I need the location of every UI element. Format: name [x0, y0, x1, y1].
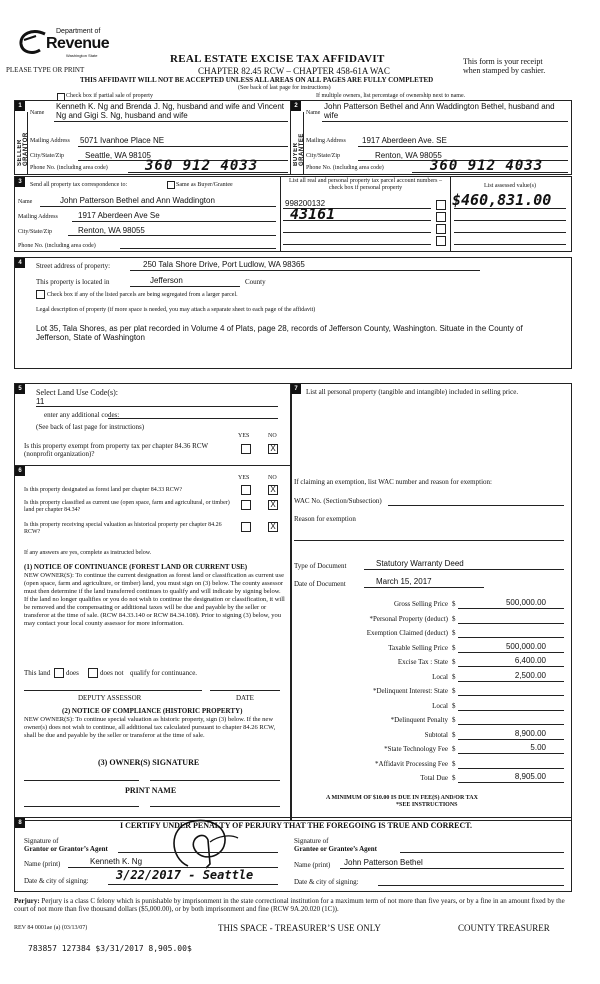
dollar-sign: $: [452, 658, 456, 666]
seller-name-label: Name: [30, 110, 45, 116]
agency-line1: Department of: [56, 28, 101, 35]
grantor-sig-label-2: Grantor or Grantor’s Agent: [24, 845, 108, 853]
section-7-badge: 7: [291, 384, 301, 394]
personal-property-label: List all personal property (tangible and intangible) included in selling price.: [306, 388, 519, 396]
land-use-see-back: (See back of last page for instructions): [36, 423, 145, 431]
grantor-signature: [160, 818, 250, 870]
tax-row-underline: [458, 739, 564, 740]
parcels-header: List all real and personal property tax parcel account numbers – check box if personal property: [289, 178, 442, 191]
section-1-badge: 1: [15, 101, 25, 111]
street-label: Street address of property:: [36, 262, 111, 270]
perjury-text: Perjury is a class C felony which is punishable by imprisonment in the state correctional institution for a maximum term of not more than five years, or by a fine in an amount fixed by the court of not more than five thousand dollars ($5,000.00), or by both imprisonment and fine (RCW 9A.20.020 (1C)).: [14, 897, 565, 913]
agency-name: Revenue: [46, 35, 110, 52]
grantee-name-label: Name (print): [294, 861, 331, 869]
corr-phone-label: Phone No. (including area code): [18, 243, 96, 249]
dollar-sign: $: [452, 600, 456, 608]
section-4-badge: 4: [15, 258, 25, 268]
dollar-sign: $: [452, 615, 456, 623]
corr-name: John Patterson Bethel and Ann Waddington: [60, 196, 215, 205]
grantor-date-label: Date & city of signing:: [24, 877, 89, 885]
tax-row-value: 8,900.00: [514, 729, 546, 738]
tax-row-value: 500,000.00: [505, 642, 546, 651]
tax-row-underline: [458, 608, 564, 609]
buyer-phone-label: Phone No. (including area code): [306, 165, 384, 171]
tax-row-underline: [458, 695, 564, 696]
historic-question: Is this property receiving special valuation as historical property per chapter 84.26 RCW?: [24, 522, 222, 535]
perjury-label: Perjury:: [14, 897, 40, 905]
does-checkbox[interactable]: [54, 668, 64, 678]
parcel-2: 43161: [290, 205, 336, 223]
tax-row-label: *Affidavit Processing Fee: [375, 760, 448, 768]
historic-no-checkbox[interactable]: X: [268, 522, 278, 532]
tax-row-label: *Personal Property (deduct): [369, 615, 448, 623]
buyer-mailing: 1917 Aberdeen Ave. SE: [362, 136, 447, 145]
see-back-note: (See back of last page for instructions): [238, 85, 331, 91]
doc-date-label: Date of Document: [294, 580, 346, 588]
county-name: Jefferson: [150, 276, 183, 285]
dollar-sign: $: [452, 687, 456, 695]
does-not-checkbox[interactable]: [88, 668, 98, 678]
tax-row-label: *Delinquent Penalty: [390, 716, 448, 724]
see-instructions-note: *SEE INSTRUCTIONS: [396, 802, 458, 808]
buyer-city: Renton, WA 98055: [375, 151, 442, 160]
historic-yes-checkbox[interactable]: [241, 522, 251, 532]
current-use-question: Is this property classified as current use (open space, farm and agricultural, or timber) land per chapter 84.34?: [24, 500, 230, 513]
deputy-assessor-label: DEPUTY ASSESSOR: [78, 694, 142, 702]
section-3-badge: 3: [15, 177, 25, 187]
seller-phone-label: Phone No. (including area code): [30, 165, 108, 171]
legal-description: Lot 35, Tala Shores, as per plat recorded in Volume 4 of Plats, page 28, records of Jefferson County, Washington. Situate in the County of Jefferson, State of Washington: [36, 324, 523, 342]
print-name-label: PRINT NAME: [125, 786, 177, 795]
corr-mailing: 1917 Aberdeen Ave Se: [78, 211, 160, 220]
grantor-name-label: Name (print): [24, 860, 61, 868]
tax-row-label: Excise Tax : State: [397, 658, 448, 666]
tax-row-underline: [458, 753, 564, 754]
certify-statement: I CERTIFY UNDER PENALTY OF PERJURY THAT THE FOREGOING IS TRUE AND CORRECT.: [120, 821, 473, 830]
compliance-text: NEW OWNER(S): To continue special valuation as historic property, sign (3) below. If the new owner(s) does not wish to continue, all additional tax calculated pursuant to chapter 84.26 RCW, shall be due and payable by the seller or transferor at the time of sale.: [24, 716, 276, 739]
tax-row-label: Taxable Selling Price: [388, 644, 448, 652]
receipt-note-2: when stamped by cashier.: [463, 66, 546, 75]
tax-row-label: Exemption Claimed (deduct): [366, 629, 448, 637]
owner-signature-label: (3) OWNER(S) SIGNATURE: [98, 758, 200, 767]
continuance-title: (1) NOTICE OF CONTINUANCE (FOREST LAND OR CURRENT USE): [24, 563, 248, 571]
warning-text: THIS AFFIDAVIT WILL NOT BE ACCEPTED UNLESS ALL AREAS ON ALL PAGES ARE FULLY COMPLETED: [80, 76, 434, 84]
grantor-sig-label: Signature of: [24, 837, 59, 845]
dollar-sign: $: [452, 774, 456, 782]
forest-question: Is this property designated as forest land per chapter 84.33 RCW?: [24, 487, 183, 493]
partial-sale-label: Check box if partial sale of property: [66, 93, 153, 99]
this-land-label: This land: [24, 669, 51, 677]
assessed-header: List assessed value(s): [484, 183, 536, 189]
tax-row-value: 6,400.00: [514, 656, 546, 665]
parcel-4-personal-checkbox[interactable]: [436, 236, 446, 246]
assessor-date-label: DATE: [236, 694, 254, 702]
tax-row-label: Total Due: [420, 774, 448, 782]
tax-row-value: 8,905.00: [514, 772, 546, 781]
grantor-name-print: Kenneth K. Ng: [90, 857, 143, 866]
buyer-name-label: Name: [306, 110, 321, 116]
receipt-note-1: This form is your receipt: [463, 57, 543, 66]
tax-row-underline: [458, 782, 564, 783]
s6-yes: YES: [238, 475, 250, 481]
section-5-badge: 5: [15, 384, 25, 394]
grantee-sig-label: Signature of: [294, 837, 329, 845]
parcel-1: 998200132: [285, 199, 326, 208]
seller-mailing-label: Mailing Address: [30, 138, 70, 144]
dollar-sign: $: [452, 702, 456, 710]
perjury-note: [14, 897, 570, 913]
compliance-title: (2) NOTICE OF COMPLIANCE (HISTORIC PROPERTY): [62, 707, 243, 715]
tax-row-label: Subtotal: [424, 731, 448, 739]
exemption-label: If claiming an exemption, list WAC number and reason for exemption:: [294, 478, 492, 486]
doc-date: March 15, 2017: [376, 577, 432, 586]
assessed-value-1: $460,831.00: [452, 191, 552, 209]
buyer-name: John Patterson Bethel and Ann Waddington Bethel, husband and wife: [324, 102, 555, 120]
forest-yes-checkbox[interactable]: [241, 485, 251, 495]
tax-row-underline: [458, 623, 564, 624]
if-yes-note: If any answers are yes, complete as instructed below.: [24, 550, 152, 556]
qualify-label: qualify for continuance.: [130, 669, 198, 677]
tax-row-value: 2,500.00: [514, 671, 546, 680]
grantee-sig-label-2: Grantee or Grantee’s Agent: [294, 845, 378, 853]
tax-row-underline: [458, 637, 564, 638]
county-treasurer-label: COUNTY TREASURER: [458, 923, 550, 933]
same-as-buyer-checkbox[interactable]: [167, 181, 175, 189]
tax-row-label: *State Technology Fee: [384, 745, 448, 753]
dollar-sign: $: [452, 760, 456, 768]
parcel-1-personal-checkbox[interactable]: [436, 200, 446, 210]
doc-type: Statutory Warranty Deed: [376, 559, 464, 568]
buyer-mailing-label: Mailing Address: [306, 138, 346, 144]
exempt-question: Is this property exempt from property tax per chapter 84.36 RCW (nonprofit organization)?: [24, 442, 208, 458]
buyer-phone: 360 912 4033: [430, 158, 544, 174]
tax-row-label: Local: [432, 673, 448, 681]
seller-mailing: 5071 Ivanhoe Place NE: [80, 136, 165, 145]
located-label: This property is located in: [36, 278, 110, 286]
seller-city-label: City/State/Zip: [30, 153, 64, 159]
land-use-yes: YES: [238, 433, 250, 439]
tax-row-underline: [458, 681, 564, 682]
land-use-code: 11: [36, 397, 45, 406]
exempt-no-checkbox[interactable]: X: [268, 444, 278, 454]
buyer-side-label: BUYER GRANTEE: [293, 133, 305, 166]
treasurer-stamp: 783857 127384 $3/31/2017 8,905.00$: [28, 944, 192, 953]
forest-no-checkbox[interactable]: X: [268, 485, 278, 495]
minimum-fee-note: A MINIMUM OF $10.00 IS DUE IN FEE(S) AND/OR TAX: [326, 795, 478, 801]
dollar-sign: $: [452, 629, 456, 637]
tax-row-underline: [458, 724, 564, 725]
dor-logo: [18, 22, 108, 64]
tax-row-underline: [458, 768, 564, 769]
logo-swoosh-icon: [18, 28, 48, 58]
segregated-checkbox[interactable]: [36, 290, 45, 299]
seller-side-label: SELLER GRANTOR: [17, 132, 29, 166]
same-as-buyer-label: Same as Buyer/Grantee: [176, 182, 233, 188]
county-label: County: [245, 278, 266, 286]
form-title: REAL ESTATE EXCISE TAX AFFIDAVIT: [170, 53, 385, 65]
dollar-sign: $: [452, 644, 456, 652]
tax-row-label: Local: [432, 702, 448, 710]
corr-name-label: Name: [18, 199, 33, 205]
continuance-text: NEW OWNER(S): To continue the current designation as forest land or classification as current use (open space, farm and agriculture, or timber) land, you must sign on (3) below. The county assessor must then determine if the land transferred continues to qualify and will indicate by signing below. If the land no longer qualifies or you do not wish to continue the designation or classification, it will be removed and the compensating or additional taxes will be due and payable by the seller or transferor at the time of sale. (RCW 84.33.140 or RCW 84.34.108). Prior to signing (3) below, you may contact your local county assessor for more information.: [24, 572, 285, 627]
tax-row-underline: [458, 652, 564, 653]
current-use-no-checkbox[interactable]: X: [268, 500, 278, 510]
current-use-yes-checkbox[interactable]: [241, 500, 251, 510]
does-not-label: does not: [100, 669, 124, 677]
corr-city-label: City/State/Zip: [18, 229, 52, 235]
tax-row-value: 500,000.00: [505, 598, 546, 607]
corr-city: Renton, WA 98055: [78, 226, 145, 235]
corr-mailing-label: Mailing Address: [18, 214, 58, 220]
seller-name: Kenneth K. Ng and Brenda J. Ng, husband and wife and Vincent Ng and Gigi S. Ng, husband and wife: [56, 102, 285, 120]
section-2-badge: 2: [291, 101, 301, 111]
buyer-city-label: City/State/Zip: [306, 153, 340, 159]
reason-label: Reason for exemption: [294, 515, 356, 523]
grantor-date-city: 3/22/2017 - Seattle: [116, 868, 254, 882]
tax-row-label: *Delinquent Interest: State: [372, 687, 448, 695]
grantee-name-print: John Patterson Bethel: [344, 858, 423, 867]
does-label: does: [66, 669, 79, 677]
doc-type-label: Type of Document: [294, 562, 347, 570]
agency-state: Washington State: [66, 53, 98, 58]
treasurer-use-only: THIS SPACE - TREASURER’S USE ONLY: [218, 923, 381, 933]
form-number: REV 84 0001ae (a) (03/13/07): [14, 925, 88, 931]
exempt-yes-checkbox[interactable]: [241, 444, 251, 454]
parcel-3-personal-checkbox[interactable]: [436, 224, 446, 234]
legal-label: Legal description of property (if more space is needed, you may attach a separate sheet to each page of the affidavit): [36, 307, 316, 313]
dollar-sign: $: [452, 731, 456, 739]
parcel-2-personal-checkbox[interactable]: [436, 212, 446, 222]
segregated-label: Check box if any of the listed parcels are being segregated from a larger parcel.: [47, 292, 238, 298]
send-correspondence-label: Send all property tax correspondence to:: [30, 182, 128, 188]
dollar-sign: $: [452, 745, 456, 753]
dollar-sign: $: [452, 716, 456, 724]
land-use-label: Select Land Use Code(s):: [36, 388, 118, 397]
grantee-date-label: Date & city of signing:: [294, 878, 359, 886]
land-use-no: NO: [268, 433, 277, 439]
wac-label: WAC No. (Section/Subsection): [294, 497, 382, 505]
section-8-badge: 8: [15, 818, 25, 828]
seller-phone: 360 912 4033: [145, 158, 259, 174]
seller-city: Seattle, WA 98105: [85, 151, 151, 160]
section-6-badge: 6: [15, 466, 25, 476]
additional-codes-label: enter any additional codes:: [44, 411, 120, 419]
tax-row-underline: [458, 666, 564, 667]
please-type: PLEASE TYPE OR PRINT: [6, 66, 85, 74]
multiple-owners-note: If multiple owners, list percentage of ownership next to name.: [316, 93, 466, 99]
tax-row-label: Gross Selling Price: [393, 600, 448, 608]
tax-row-value: 5.00: [530, 743, 546, 752]
dollar-sign: $: [452, 673, 456, 681]
tax-row-underline: [458, 710, 564, 711]
form-subtitle: CHAPTER 82.45 RCW – CHAPTER 458-61A WAC: [198, 66, 390, 76]
street-address: 250 Tala Shore Drive, Port Ludlow, WA 98365: [143, 260, 305, 269]
s6-no: NO: [268, 475, 277, 481]
